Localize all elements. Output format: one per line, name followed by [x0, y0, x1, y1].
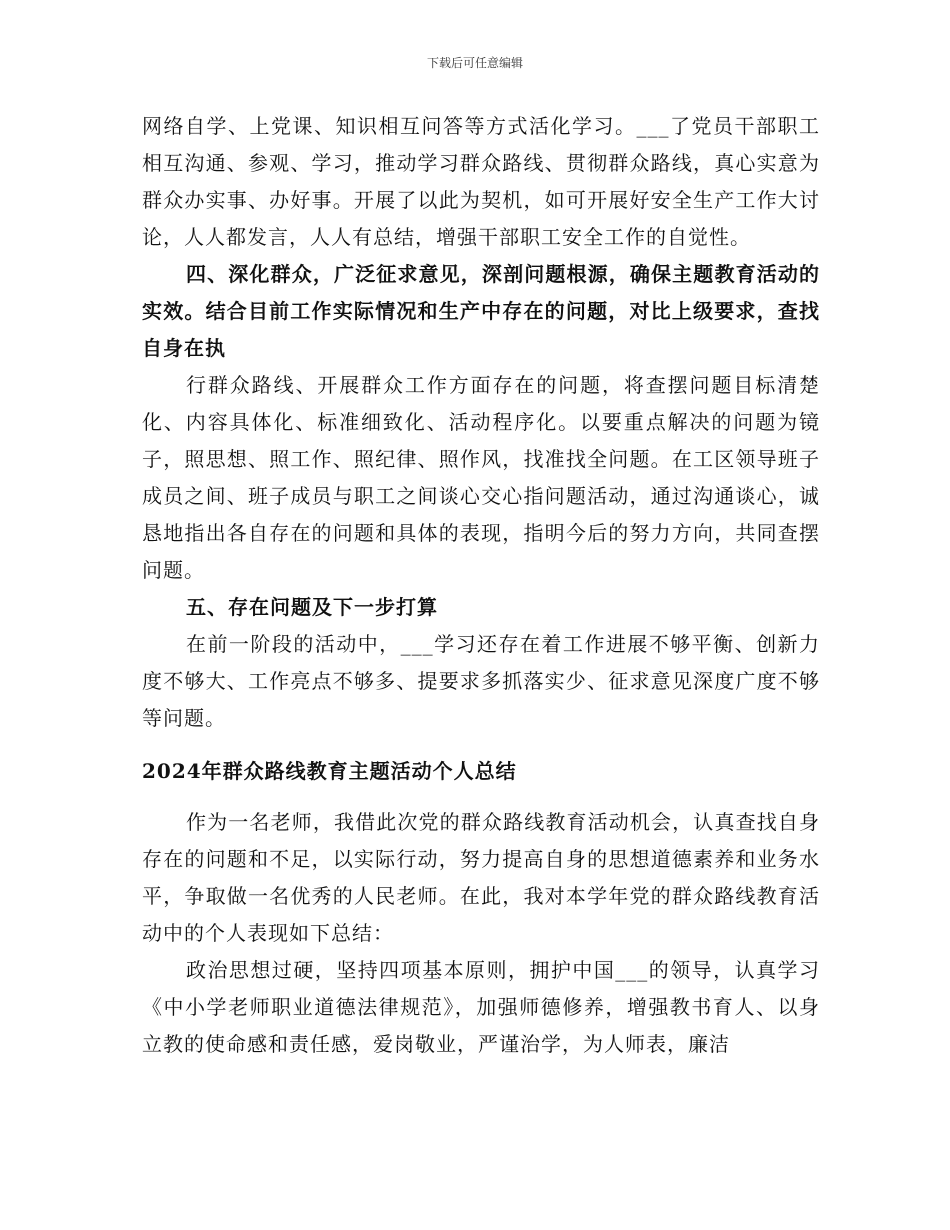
paragraph-5: 政治思想过硬，坚持四项基本原则，拥护中国___的领导，认真学习《中小学老师职业道德法律规范》，加强师德修养，增强教书育人、以身立教的使命感和责任感，爱岗敬业，严谨治学，为人师表，廉洁 [142, 958, 820, 1056]
document-title: 2024年群众路线教育主题活动个人总结 [142, 759, 517, 783]
paragraph-2: 行群众路线、开展群众工作方面存在的问题，将查摆问题目标清楚化、内容具体化、标准细致化、活动程序化。以要重点解决的问题为镜子，照思想、照工作、照纪律、照作风，找准找全问题。在工区领导班子成员之间、班子成员与职工之间谈心交心指问题活动，通过沟通谈心，诚恳地指出各自存在的问题和具体的表现，指明今后的努力方向，共同查摆问题。 [142, 373, 820, 582]
section-heading-4: 四、深化群众，广泛征求意见，深剖问题根源，确保主题教育活动的实效。结合目前工作实际情况和生产中存在的问题，对比上级要求，查找自身在执 [142, 262, 820, 360]
paragraph-4: 作为一名老师，我借此次党的群众路线教育活动机会，认真查找自身存在的问题和不足，以实际行动，努力提高自身的思想道德素养和业务水平，争取做一名优秀的人民老师。在此，我对本学年党的群众路线教育活动中的个人表现如下总结： [142, 810, 820, 945]
page-header: 下载后可任意编辑 [426, 56, 523, 70]
paragraph-3: 在前一阶段的活动中，___学习还存在着工作进展不够平衡、创新力度不够大、工作亮点不够多、提要求多抓落实少、征求意见深度广度不够等问题。 [142, 632, 820, 730]
section-heading-5: 五、存在问题及下一步打算 [186, 595, 438, 619]
paragraph-1: 网络自学、上党课、知识相互问答等方式活化学习。___了党员干部职工相互沟通、参观、学习，推动学习群众路线、贯彻群众路线，真心实意为群众办实事、办好事。开展了以此为契机，如可开展好安全生产工作大讨论，人人都发言，人人有总结，增强干部职工安全工作的自觉性。 [142, 114, 820, 249]
document-body [142, 108, 820, 1063]
